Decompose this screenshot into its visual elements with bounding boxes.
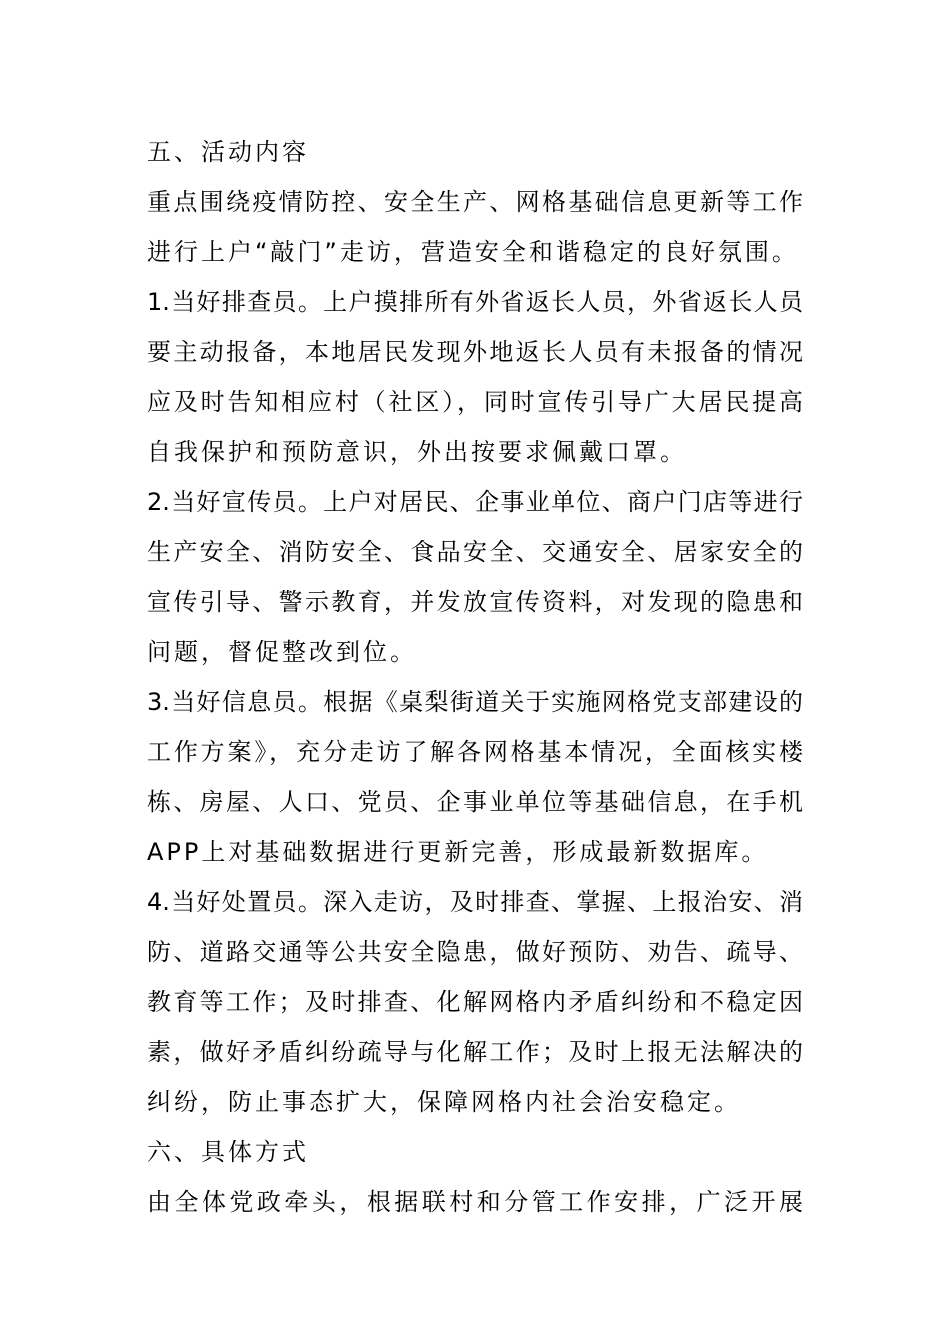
item-1-line: 要主动报备，本地居民发现外地返长人员有未报备的情况: [147, 338, 803, 366]
paragraph-line: 进行上户“敲门”走访，营造安全和谐稳定的良好氛围。: [147, 238, 799, 266]
item-2-line: 宣传引导、警示教育，并发放宣传资料，对发现的隐患和: [147, 588, 803, 616]
section-heading-activities: 五、活动内容: [147, 138, 309, 166]
item-1-line: 1.当好排查员。上户摸排所有外省返长人员，外省返长人员: [147, 288, 803, 316]
item-4-line: 4.当好处置员。深入走访，及时排查、掌握、上报治安、消: [147, 888, 803, 916]
paragraph-line: 由全体党政牵头，根据联村和分管工作安排，广泛开展: [147, 1188, 803, 1216]
item-3-line: 工作方案》，充分走访了解各网格基本情况，全面核实楼: [147, 738, 803, 766]
item-2-line: 2.当好宣传员。上户对居民、企事业单位、商户门店等进行: [147, 488, 803, 516]
document-body: [147, 127, 803, 1227]
item-3-line: 栋、房屋、人口、党员、企事业单位等基础信息，在手机: [147, 788, 803, 816]
item-2-line: 生产安全、消防安全、食品安全、交通安全、居家安全的: [147, 538, 803, 566]
item-3-line: 3.当好信息员。根据《桌梨街道关于实施网格党支部建设的: [147, 688, 803, 716]
item-4-line: 防、道路交通等公共安全隐患，做好预防、劝告、疏导、: [147, 938, 803, 966]
item-1-line: 应及时告知相应村（社区），同时宣传引导广大居民提高: [147, 388, 803, 416]
item-4-line: 素，做好矛盾纠纷疏导与化解工作；及时上报无法解决的: [147, 1038, 803, 1066]
item-2-line: 问题，督促整改到位。: [147, 638, 417, 666]
item-3-line: APP上对基础数据进行更新完善，形成最新数据库。: [147, 838, 769, 866]
item-4-line: 教育等工作；及时排查、化解网格内矛盾纠纷和不稳定因: [147, 988, 803, 1016]
item-4-line: 纠纷，防止事态扩大，保障网格内社会治安稳定。: [147, 1088, 741, 1116]
item-1-line: 自我保护和预防意识，外出按要求佩戴口罩。: [147, 438, 687, 466]
section-heading-methods: 六、具体方式: [147, 1138, 309, 1166]
paragraph-line: 重点围绕疫情防控、安全生产、网格基础信息更新等工作: [147, 188, 803, 216]
